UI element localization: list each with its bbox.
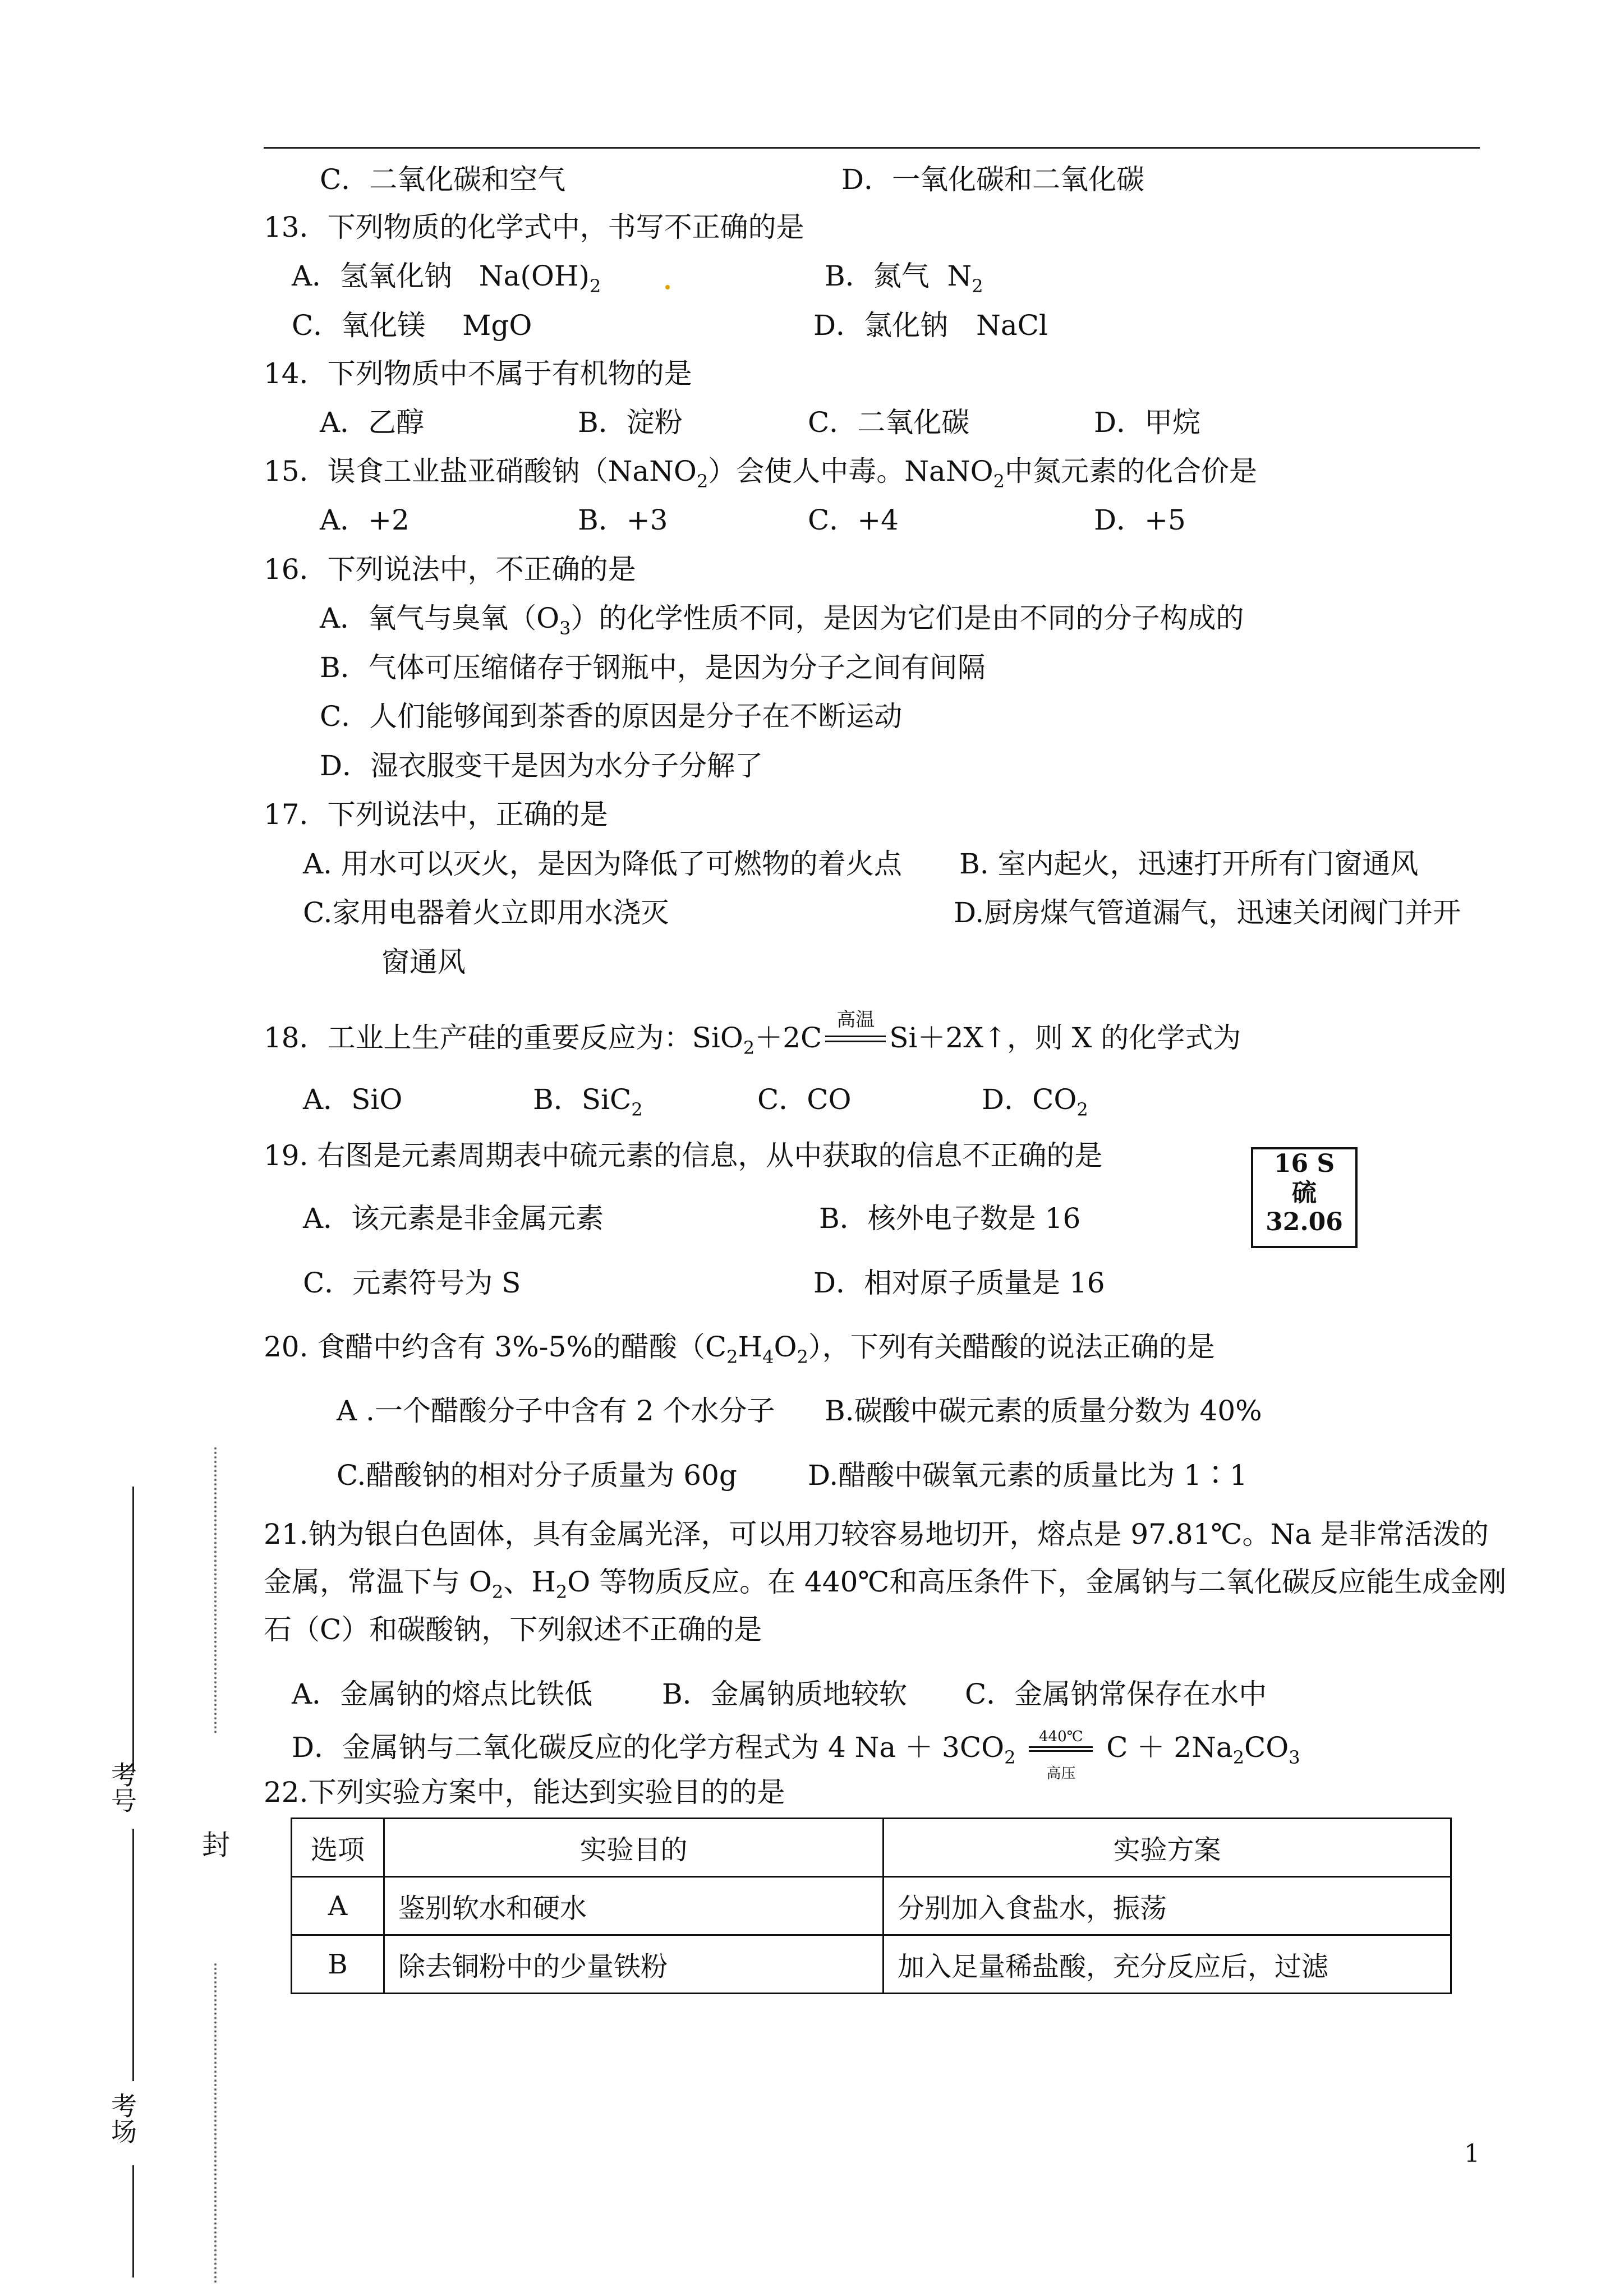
- q20-option-c: C.醋酸钠的相对分子质量为 60g: [337, 1459, 737, 1492]
- q13-option-d: D．氯化钠 NaCl: [813, 309, 1048, 342]
- table-cell: 加入足量稀盐酸，充分反应后，过滤: [884, 1935, 1451, 1994]
- q16-option-c: C．人们能够闻到茶香的原因是分子在不断运动: [320, 700, 903, 733]
- q16-option-b: B．气体可压缩储存于钢瓶中，是因为分子之间有间隔: [320, 651, 986, 684]
- q12-option-c: C．二氧化碳和空气: [320, 163, 566, 196]
- kaochang-fill-line-upper: [132, 1829, 134, 2081]
- q18-option-d: D．$CO_2$: [982, 1083, 1088, 1120]
- element-mass: 32.06: [1266, 1208, 1343, 1236]
- question-21-line-2: 金属，常温下与 $O_2$、$H_2O$ 等物质反应。在 440℃和高压条件下，金属钠与二氧化碳反应能生成金刚: [264, 1566, 1507, 1603]
- question-16: 16．下列说法中，不正确的是: [264, 553, 636, 586]
- table-header-row: [292, 1819, 1451, 1877]
- q17-option-c: C.家用电器着火立即用水浇灭: [303, 896, 669, 929]
- q21-option-c: C．金属钠常保存在水中: [965, 1678, 1267, 1710]
- q19-option-c: C．元素符号为 S: [303, 1267, 521, 1299]
- table-row: [292, 1877, 1451, 1935]
- table-cell: 鉴别软水和硬水: [384, 1877, 884, 1935]
- table-row: [292, 1935, 1451, 1994]
- q14-option-a: A．乙醇: [320, 406, 425, 439]
- experiment-table: [291, 1818, 1452, 1994]
- sulfur-element-card: [1251, 1147, 1358, 1248]
- kaohao-label: 考号: [107, 1761, 137, 1813]
- table-cell: 分别加入食盐水，振荡: [884, 1877, 1451, 1935]
- table-header-option: 选项: [292, 1819, 384, 1877]
- element-number-symbol: 16 S: [1273, 1149, 1335, 1178]
- question-15: 15．误食工业盐亚硝酸钠（NaNO$_2$）会使人中毒。NaNO$_2$中氮元素的化合价是: [264, 455, 1257, 492]
- q15-option-a: A．+2: [320, 504, 410, 536]
- q18-option-a: A．SiO: [303, 1083, 403, 1116]
- q15-option-c: C．+4: [808, 504, 899, 536]
- question-21-line-3: 石（C）和碳酸钠，下列叙述不正确的是: [264, 1613, 762, 1646]
- q18-option-c: C．CO: [757, 1083, 852, 1116]
- q15-option-b: B．+3: [578, 504, 668, 536]
- question-19: 19. 右图是元素周期表中硫元素的信息，从中获取的信息不正确的是: [264, 1139, 1103, 1172]
- question-13: 13．下列物质的化学式中，书写不正确的是: [264, 211, 804, 243]
- q21-option-a: A．金属钠的熔点比铁低: [292, 1678, 593, 1710]
- question-14: 14．下列物质中不属于有机物的是: [264, 357, 692, 390]
- q13-option-c: C．氧化镁 MgO: [292, 309, 532, 342]
- kaochang-fill-line-lower: [132, 2165, 134, 2277]
- q16-option-a: A．氧气与臭氧$(O_3)$的化学性质不同，是因为它们是由不同的分子构成的: [320, 602, 1244, 639]
- kaohao-fill-line: [132, 1487, 134, 1773]
- q13-option-b: B．氮气 $N_2$: [825, 260, 983, 297]
- q17-option-b: B. 室内起火，迅速打开所有门窗通风: [959, 848, 1419, 880]
- q12-option-d: D．一氧化碳和二氧化碳: [841, 163, 1145, 196]
- q14-option-b: B．淀粉: [578, 406, 683, 439]
- q20-option-a: A .一个醋酸分子中含有 2 个水分子: [337, 1395, 775, 1427]
- q14-option-c: C．二氧化碳: [808, 406, 970, 439]
- kaochang-label: 考场: [107, 2092, 137, 2144]
- q21-option-d: D．金属钠与二氧化碳反应的化学方程式为 4 $Na + 3CO_2$ 440℃ 高压 $C + 2Na_2CO_3$: [292, 1728, 1300, 1782]
- stray-dot: [665, 285, 670, 289]
- seal-dotted-line-lower: [214, 1963, 217, 2283]
- q17-option-a: A. 用水可以灭火，是因为降低了可燃物的着火点: [303, 848, 902, 880]
- seal-dotted-line-upper: [214, 1447, 217, 1733]
- question-20: 20. 食醋中约含有 3%-5%的醋酸$(C_2H_4O_2)$，下列有关醋酸的说法正确的是: [264, 1331, 1215, 1368]
- question-18: 18．工业上生产硅的重要反应为：SiO$_2$＋2C 高温 Si＋2X↑，则 X 的化学式为: [264, 1009, 1241, 1059]
- q19-option-b: B．核外电子数是 16: [819, 1202, 1081, 1235]
- table-header-purpose: 实验目的: [384, 1819, 884, 1877]
- element-name: 硫: [1292, 1179, 1317, 1207]
- q16-option-d: D．湿衣服变干是因为水分子分解了: [320, 749, 763, 782]
- q20-option-d: D.醋酸中碳氧元素的质量比为 1∶1: [808, 1459, 1248, 1492]
- header-rule: [264, 147, 1480, 149]
- q18-option-b: B．SiC$_2$: [533, 1083, 643, 1120]
- q15-option-d: D．+5: [1094, 504, 1186, 536]
- question-22: 22.下列实验方案中，能达到实验目的的是: [264, 1776, 785, 1809]
- table-header-plan: 实验方案: [884, 1819, 1451, 1877]
- page-number: 1: [1464, 2139, 1480, 2168]
- q21-option-b: B．金属钠质地较软: [662, 1678, 907, 1710]
- reaction-arrow-2: 440℃ 高压: [1024, 1731, 1097, 1764]
- seal-label: 封: [197, 1830, 230, 1858]
- q20-option-b: B.碳酸中碳元素的质量分数为 40%: [825, 1395, 1262, 1427]
- q14-option-d: D．甲烷: [1094, 406, 1201, 439]
- reaction-arrow: 高温: [822, 1021, 889, 1055]
- q19-option-d: D．相对原子质量是 16: [813, 1267, 1105, 1299]
- q19-option-a: A．该元素是非金属元素: [303, 1202, 604, 1235]
- q17-option-d: D.厨房煤气管道漏气，迅速关闭阀门并开: [954, 896, 1461, 929]
- q13-option-a: A．氢氧化钠 $Na(OH)_2$: [292, 260, 601, 297]
- table-cell: A: [292, 1877, 384, 1935]
- question-17: 17．下列说法中，正确的是: [264, 798, 608, 831]
- table-cell: 除去铜粉中的少量铁粉: [384, 1935, 884, 1994]
- q17-option-d-cont: 窗通风: [381, 946, 466, 978]
- question-21-line-1: 21.钠为银白色固体，具有金属光泽，可以用刀较容易地切开，熔点是 97.81℃。Na 是非常活泼的: [264, 1518, 1489, 1550]
- table-cell: B: [292, 1935, 384, 1994]
